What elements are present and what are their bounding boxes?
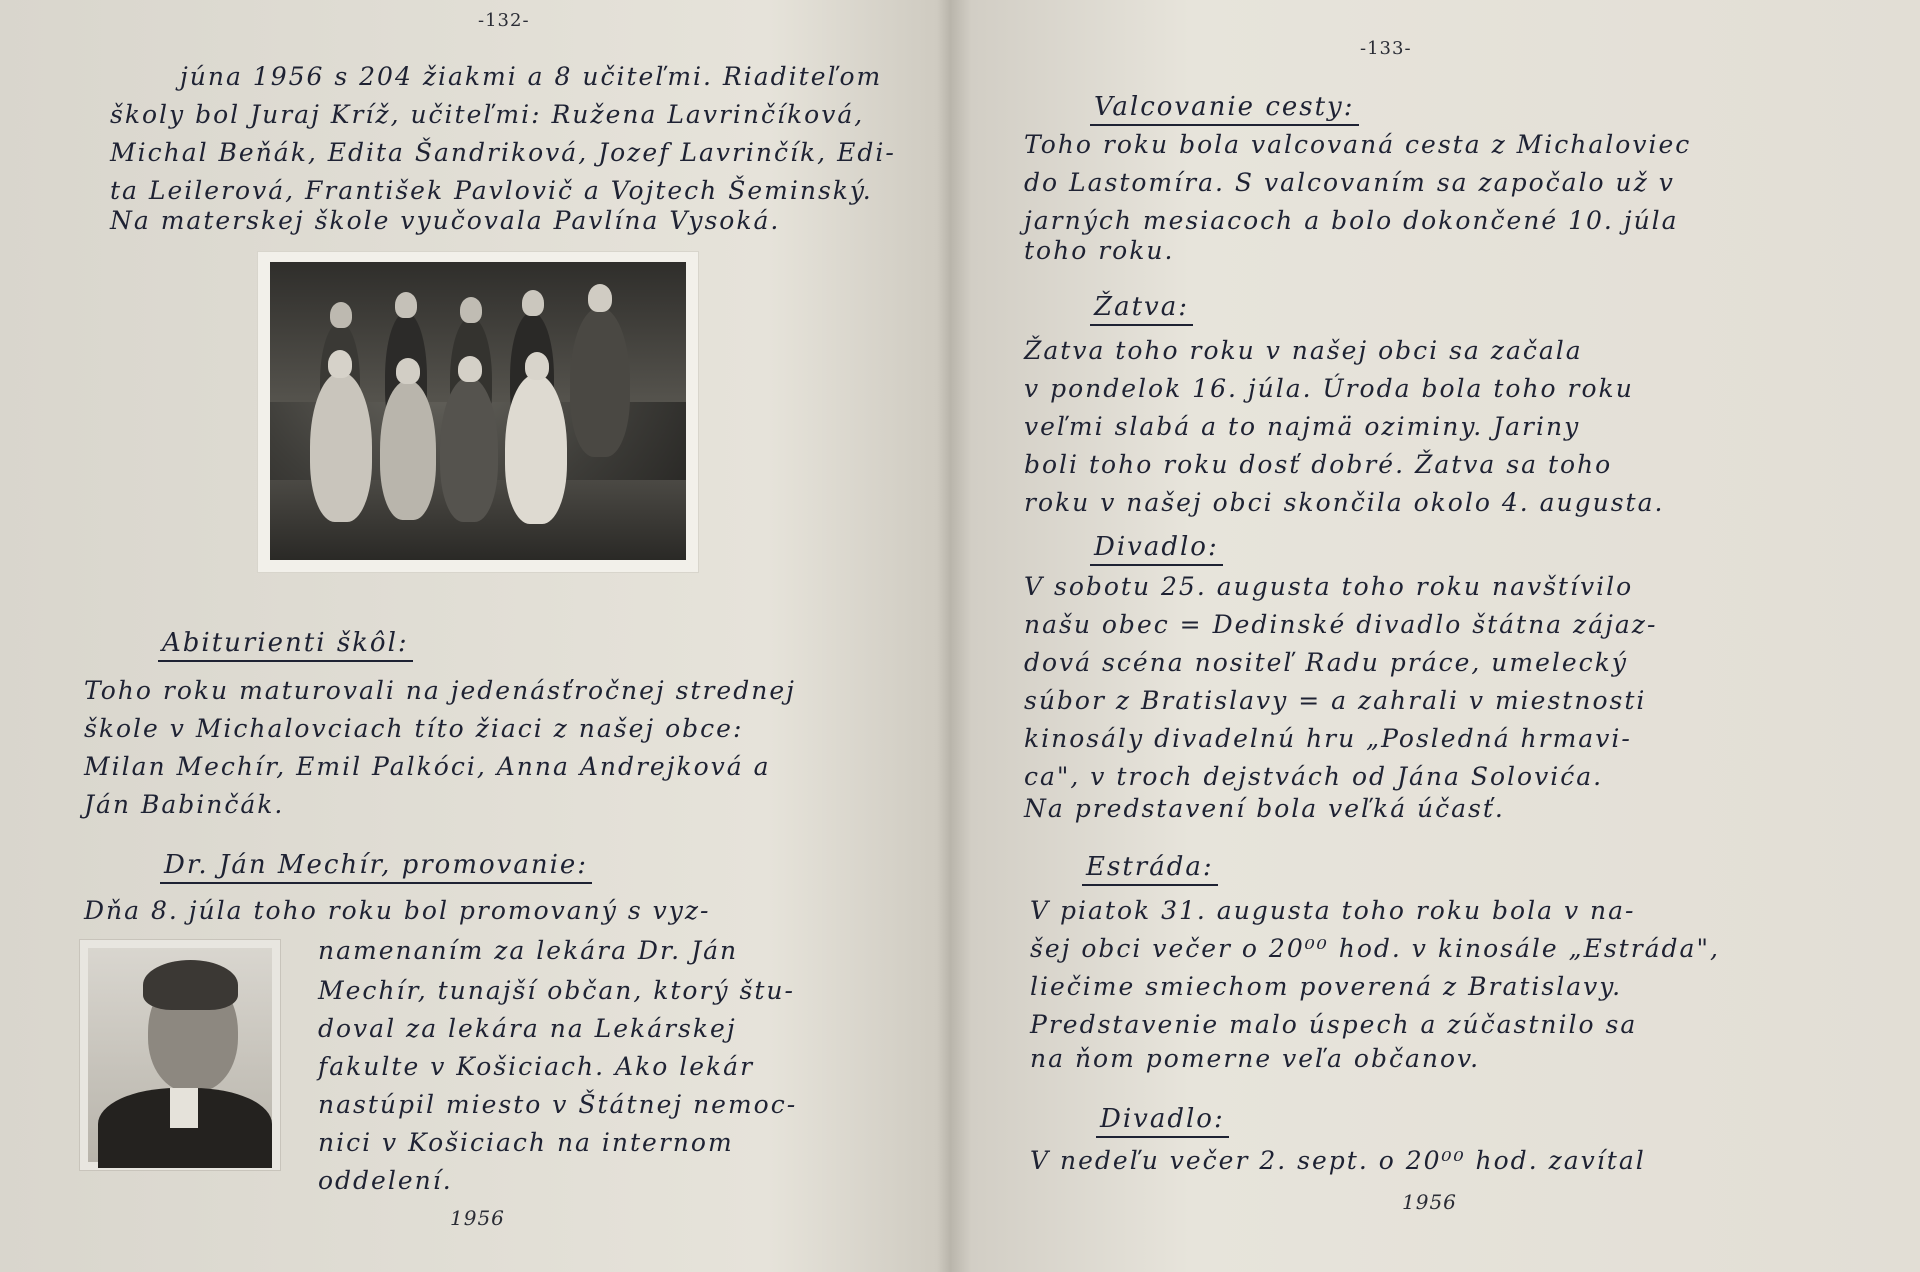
text-line: liečime smiechom poverená z Bratislavy. xyxy=(1030,972,1623,1001)
section-heading: Valcovanie cesty: xyxy=(1090,92,1359,126)
text-line: škole v Michalovciach títo žiaci z našej obce: xyxy=(84,714,744,743)
text-line: V piatok 31. augusta toho roku bola v na- xyxy=(1030,896,1636,925)
page-year: 1956 xyxy=(1402,1190,1457,1214)
page-number: -133- xyxy=(1360,38,1412,59)
text-line: V sobotu 25. augusta toho roku navštívilo xyxy=(1024,572,1634,601)
section-heading: Dr. Ján Mechír, promovanie: xyxy=(160,850,592,884)
text-line: Toho roku bola valcovaná cesta z Michaloviec xyxy=(1024,130,1692,159)
text-line: na ňom pomerne veľa občanov. xyxy=(1030,1044,1481,1073)
text-line: jarných mesiacoch a bolo dokončené 10. júla xyxy=(1024,206,1679,235)
section-heading: Žatva: xyxy=(1090,292,1193,326)
text-line: oddelení. xyxy=(318,1166,453,1195)
section-heading: Divadlo: xyxy=(1090,532,1223,566)
text-line: roku v našej obci skončila okolo 4. augusta. xyxy=(1024,488,1665,517)
text-line: veľmi slabá a to najmä oziminy. Jariny xyxy=(1024,412,1581,441)
text-line: júna 1956 s 204 žiakmi a 8 učiteľmi. Riaditeľom xyxy=(180,62,883,91)
text-line: V nedeľu večer 2. sept. o 20⁰⁰ hod. zavítal xyxy=(1030,1146,1646,1175)
text-line: v pondelok 16. júla. Úroda bola toho roku xyxy=(1024,374,1634,403)
page-year: 1956 xyxy=(450,1206,505,1230)
section-heading: Abiturienti škôl: xyxy=(158,628,413,662)
text-line: toho roku. xyxy=(1024,236,1175,265)
right-page xyxy=(950,0,1920,1272)
text-line: našu obec = Dedinské divadlo štátna zájaz- xyxy=(1024,610,1658,639)
text-line: Toho roku maturovali na jedenásťročnej strednej xyxy=(84,676,796,705)
text-line: Na predstavení bola veľká účasť. xyxy=(1024,794,1505,823)
page-number: -132- xyxy=(478,10,530,31)
text-line: fakulte v Košiciach. Ako lekár xyxy=(318,1052,755,1081)
text-line: do Lastomíra. S valcovaním sa započalo už v xyxy=(1024,168,1675,197)
section-heading: Divadlo: xyxy=(1096,1104,1229,1138)
text-line: Na materskej škole vyučovala Pavlína Vysoká. xyxy=(110,206,781,235)
text-line: Ján Babinčák. xyxy=(84,790,285,819)
text-line: nastúpil miesto v Štátnej nemoc- xyxy=(318,1090,798,1119)
left-page xyxy=(0,0,945,1272)
text-line: súbor z Bratislavy = a zahrali v miestnosti xyxy=(1024,686,1647,715)
text-line: Predstavenie malo úspech a zúčastnilo sa xyxy=(1030,1010,1638,1039)
text-line: boli toho roku dosť dobré. Žatva sa toho xyxy=(1024,450,1613,479)
group-photo xyxy=(258,252,698,572)
photo-image xyxy=(270,262,686,560)
text-line: Milan Mechír, Emil Palkóci, Anna Andrejková a xyxy=(84,752,771,781)
text-line: kinosály divadelnú hru „Posledná hrmavi- xyxy=(1024,724,1632,753)
text-line: namenaním za lekára Dr. Ján xyxy=(318,936,739,965)
text-line: Dňa 8. júla toho roku bol promovaný s vyz- xyxy=(84,896,711,925)
text-line: Žatva toho roku v našej obci sa začala xyxy=(1024,336,1583,365)
text-line: nici v Košiciach na internom xyxy=(318,1128,734,1157)
section-heading: Estráda: xyxy=(1082,852,1218,886)
text-line: dová scéna nositeľ Radu práce, umelecký xyxy=(1024,648,1628,677)
text-line: ca", v troch dejstvách od Jána Solovića. xyxy=(1024,762,1604,791)
text-line: školy bol Juraj Kríž, učiteľmi: Ružena Lavrinčíková, xyxy=(110,100,865,129)
portrait-photo xyxy=(80,940,280,1170)
text-line: Mechír, tunajší občan, ktorý štu- xyxy=(318,976,795,1005)
text-line: Michal Beňák, Edita Šandriková, Jozef Lavrinčík, Edi- xyxy=(110,138,896,167)
text-line: doval za lekára na Lekárskej xyxy=(318,1014,737,1043)
text-line: ta Leilerová, František Pavlovič a Vojtech Šeminský. xyxy=(110,176,873,205)
text-line: šej obci večer o 20⁰⁰ hod. v kinosále „Estráda", xyxy=(1030,934,1720,963)
